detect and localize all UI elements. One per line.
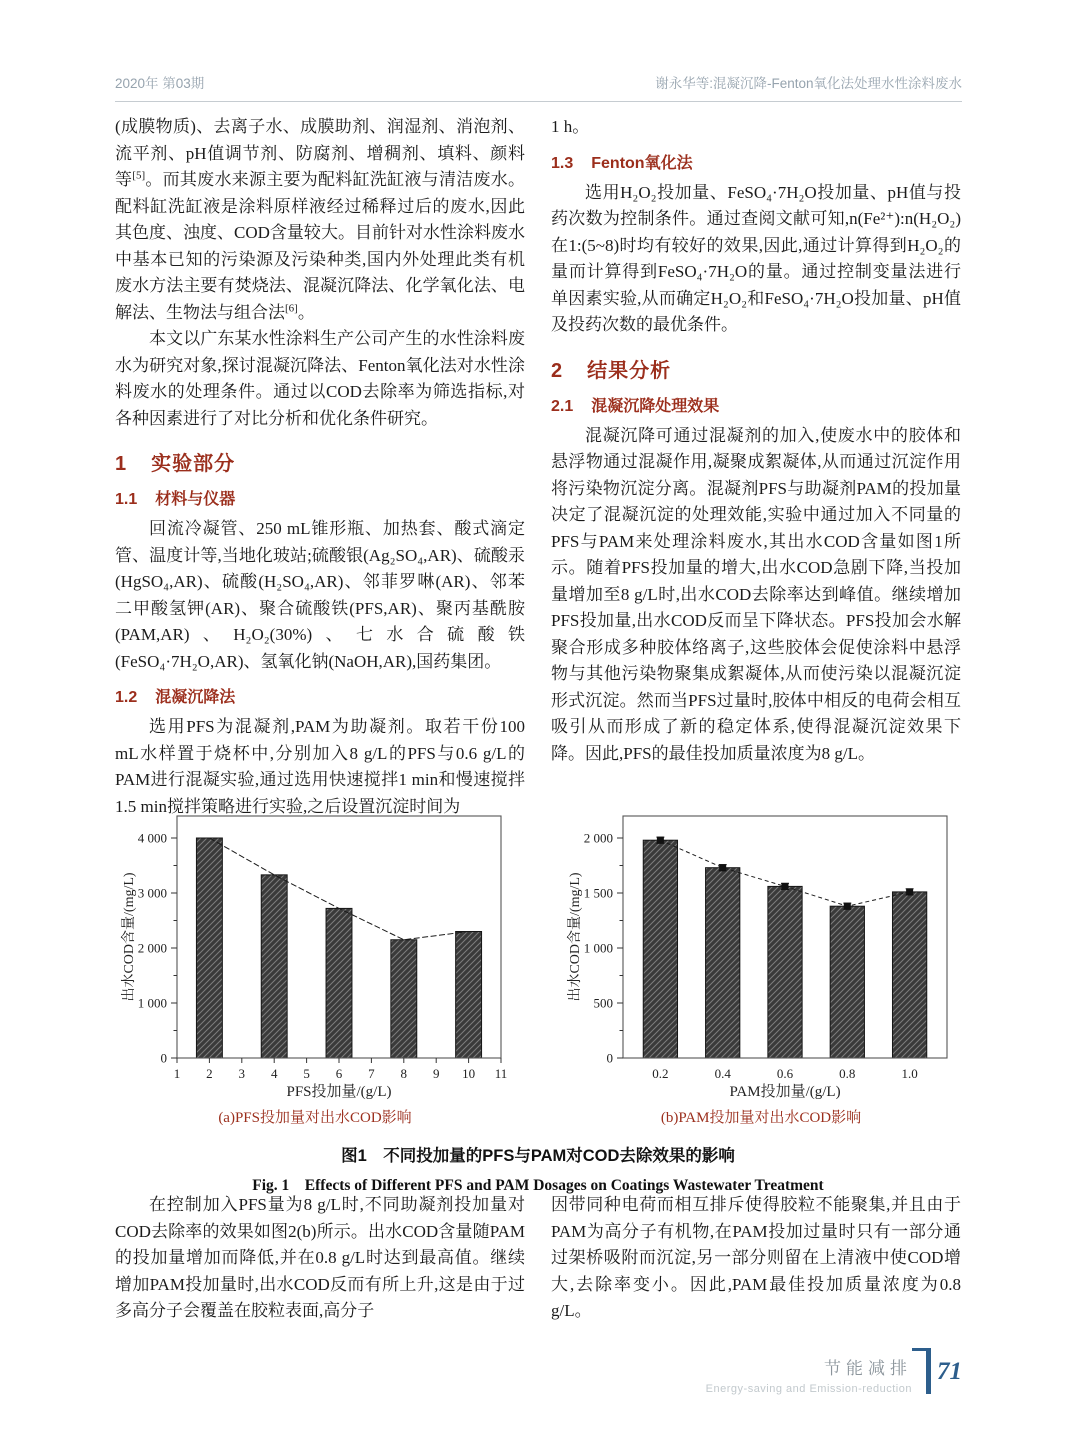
- bottom-left-column: [115, 1192, 525, 1325]
- main-columns: [115, 114, 961, 820]
- svg-text:2: 2: [206, 1066, 213, 1081]
- bottom-right-column: [551, 1192, 961, 1325]
- svg-text:3 000: 3 000: [137, 885, 167, 901]
- text-segment: (成膜物质)、去离子水、成膜助剂、润湿剂、消泡剂、流平剂、pH值调节剂、防腐剂、增稠剂、填料、颜料等: [115, 117, 525, 189]
- svg-text:0: 0: [160, 1050, 167, 1066]
- section-heading-2-1: [551, 393, 961, 416]
- svg-text:3: 3: [238, 1066, 246, 1081]
- svg-text:7: 7: [368, 1066, 375, 1081]
- section-title: 材料与仪器: [155, 491, 236, 508]
- journal-name-cn: 节能减排: [824, 1359, 912, 1378]
- chart-pfs-dosage: [115, 804, 515, 1104]
- text-segment: 。: [297, 302, 315, 322]
- subcaption-b: (b)PAM投加量对出水COD影响: [660, 1110, 862, 1126]
- svg-text:出水COD含量/(mg/L): 出水COD含量/(mg/L): [122, 872, 137, 1002]
- svg-text:0.8: 0.8: [839, 1066, 856, 1081]
- citation-ref-6: [6]: [285, 301, 298, 314]
- running-title: 谢永华等:混凝沉降-Fenton氧化法处理水性涂料废水: [655, 76, 962, 91]
- figure-caption-en: Fig. 1 Effects of Different PFS and PAM Dosages on Coatings Wastewater Treatment: [252, 1177, 824, 1194]
- paragraph-materials: 回流冷凝管、250 mL锥形瓶、加热套、酸式滴定管、温度计等,当地化玻站;硫酸银(Ag₂SO₄,AR)、硫酸汞(HgSO₄,AR)、硫酸(H₂SO₄,AR)、邻菲罗啉(AR)、邻苯二甲酸氢钾(AR)、聚合硫酸铁(PFS,AR)、聚丙基酰胺(PAM,AR)、H₂O₂(30%)、七水合硫酸铁(FeSO₄·7H₂O,AR)、氢氧化钠(NaOH,AR),国药集团。: [115, 519, 525, 671]
- text-segment: 。而其废水来源主要为配料缸洗缸液与清洁废水。配料缸洗缸液是涂料原样液经过稀释过后的废水,因此其色度、浊度、COD含量较大。目前针对水性涂料废水中基本已知的污染源及污染种类,国内外处理此类有机废水方法主要有焚烧法、混凝沉降法、化学氧化法、电解法、生物法与组合法: [115, 170, 526, 322]
- running-header: [115, 72, 962, 102]
- section-heading-1-2: [115, 684, 525, 707]
- citation-ref-5: [5]: [132, 169, 146, 182]
- paragraph-pam-discussion: 在控制加入PFS量为8 g/L时,不同助凝剂投加量对COD去除率的效果如图2(b)所示。出水COD含量随PAM的投加量增加而降低,并在0.8 g/L时达到最高值。继续增加PAM投加量时,出水COD反而有所上升,这是由于过多高分子会覆盖在胶粒表面,高分子: [115, 1195, 525, 1320]
- chart-pam-dosage: [561, 804, 961, 1104]
- section-title: 混凝沉降处理效果: [591, 397, 720, 415]
- subcaption-a: (a)PFS投加量对出水COD影响: [218, 1110, 412, 1126]
- right-column: [551, 114, 961, 820]
- svg-text:9: 9: [432, 1066, 440, 1081]
- paragraph-fenton: 选用H₂O₂投加量、FeSO₄·7H₂O投加量、pH值与投药次数为控制条件。通过查阅文献可知,n(Fe²⁺):n(H₂O₂)在1:(5~8)时均有较好的效果,因此,通过计算得到H₂O₂的量而计算得到FeSO₄·7H₂O的量。通过控制变量法进行单因素实验,从而确定H₂O₂和FeSO₄·7H₂O投加量、pH值及投药次数的最优条件。: [551, 182, 961, 334]
- svg-text:0.4: 0.4: [714, 1066, 731, 1081]
- figure-1: [115, 804, 961, 1195]
- svg-text:PAM投加量/(g/L): PAM投加量/(g/L): [729, 1084, 841, 1100]
- svg-text:0: 0: [606, 1050, 613, 1066]
- svg-text:PFS投加量/(g/L): PFS投加量/(g/L): [286, 1084, 392, 1100]
- figure-caption-cn: 图1 不同投加量的PFS与PAM对COD去除效果的影响: [341, 1147, 735, 1165]
- svg-text:5: 5: [303, 1066, 310, 1081]
- svg-text:500: 500: [593, 995, 613, 1011]
- page-number-block: [924, 1348, 966, 1398]
- svg-text:0.2: 0.2: [652, 1066, 669, 1081]
- journal-name-en: Energy-saving and Emission-reduction: [705, 1383, 912, 1395]
- section-number: 2.1: [551, 397, 574, 415]
- paragraph-scope: 本文以广东某水性涂料生产公司产生的水性涂料废水为研究对象,探讨混凝沉降法、Fenton氧化法对水性涂料废水的处理条件。通过以COD去除率为筛选指标,对各种因素进行了对比分析和优化条件研究。: [115, 329, 525, 428]
- paragraph-pam-conclusion: 因带同种电荷而相互排斥使得胶粒不能聚集,并且由于PAM为高分子有机物,在PAM投加过量时只有一部分通过架桥吸附而沉淀,另一部分则留在上清液中使COD增大,去除率变小。因此,PAM最佳投加质量浓度为0.8 g/L。: [551, 1195, 961, 1320]
- section-title: 实验部分: [151, 453, 236, 475]
- issue-info: 2020年 第03期: [115, 76, 205, 91]
- paragraph-coagulation: 选用PFS为混凝剂,PAM为助凝剂。取若干份100 mL水样置于烧杯中,分别加入8 g/L的PFS与0.6 g/L的PAM进行混凝实验,通过选用快速搅拌1 min和慢速搅拌1.5 min搅拌策略进行实验,之后设置沉淀时间为: [115, 717, 525, 816]
- svg-text:11: 11: [494, 1066, 508, 1081]
- svg-text:1 000: 1 000: [137, 995, 167, 1011]
- section-heading-1-1: [115, 486, 525, 509]
- section-heading-1-3: [551, 150, 961, 173]
- section-title: Fenton氧化法: [591, 154, 693, 172]
- svg-text:0.6: 0.6: [776, 1066, 794, 1081]
- svg-text:10: 10: [462, 1066, 476, 1081]
- svg-text:1.0: 1.0: [901, 1066, 918, 1081]
- svg-text:8: 8: [400, 1066, 408, 1081]
- left-column: [115, 114, 525, 820]
- figure-subcaptions: [115, 1106, 961, 1127]
- paragraph-continuation: 1 h。: [551, 117, 590, 136]
- section-number: 2: [551, 359, 564, 382]
- section-heading-2: [551, 354, 961, 383]
- svg-text:2 000: 2 000: [137, 940, 167, 956]
- section-title: 混凝沉降法: [155, 689, 236, 706]
- section-number: 1: [115, 453, 128, 475]
- page-number-bar: [926, 1348, 931, 1394]
- journal-titles: [706, 1348, 912, 1395]
- section-title: 结果分析: [587, 359, 672, 382]
- svg-text:1 500: 1 500: [583, 885, 613, 901]
- section-number: 1.1: [115, 491, 138, 508]
- section-number: 1.2: [115, 689, 138, 706]
- svg-text:1: 1: [173, 1066, 181, 1081]
- paragraph-results: 混凝沉降可通过混凝剂的加入,使废水中的胶体和悬浮物通过混凝作用,凝聚成絮凝体,从而通过沉淀作用将污染物沉淀分离。混凝剂PFS与助凝剂PAM的投加量决定了混凝沉淀的处理效能,实验中通过加入不同量的PFS与PAM来处理涂料废水,其出水COD含量如图1所示。随着PFS投加量的增大,出水COD急剧下降,当投加量增加至8 g/L时,出水COD去除率达到峰值。继续增加PFS投加量,出水COD反而呈下降状态。PFS投加会水解聚合形成多种胶体络离子,这些胶体会促使涂料中悬浮物与其他污染物聚集成絮凝体,从而使污染以混凝沉淀形式沉淀。然而当PFS过量时,胶体中相反的电荷会相互吸引从而形成了新的稳定体系,使得混凝沉淀效果下降。因此,PFS的最佳投加质量浓度为8 g/L。: [551, 425, 961, 763]
- bottom-columns: [115, 1192, 961, 1325]
- svg-text:1 000: 1 000: [583, 940, 613, 956]
- figure-charts: [115, 804, 961, 1104]
- section-heading-1: [115, 447, 525, 476]
- page-footer: [706, 1348, 966, 1398]
- svg-text:4: 4: [270, 1066, 278, 1081]
- section-number: 1.3: [551, 154, 574, 172]
- page-number: 71: [937, 1358, 962, 1385]
- svg-text:出水COD含量/(mg/L): 出水COD含量/(mg/L): [568, 872, 583, 1002]
- svg-text:4 000: 4 000: [137, 830, 167, 846]
- svg-text:6: 6: [335, 1066, 343, 1081]
- paragraph-intro: [115, 114, 525, 326]
- svg-text:2 000: 2 000: [583, 830, 613, 846]
